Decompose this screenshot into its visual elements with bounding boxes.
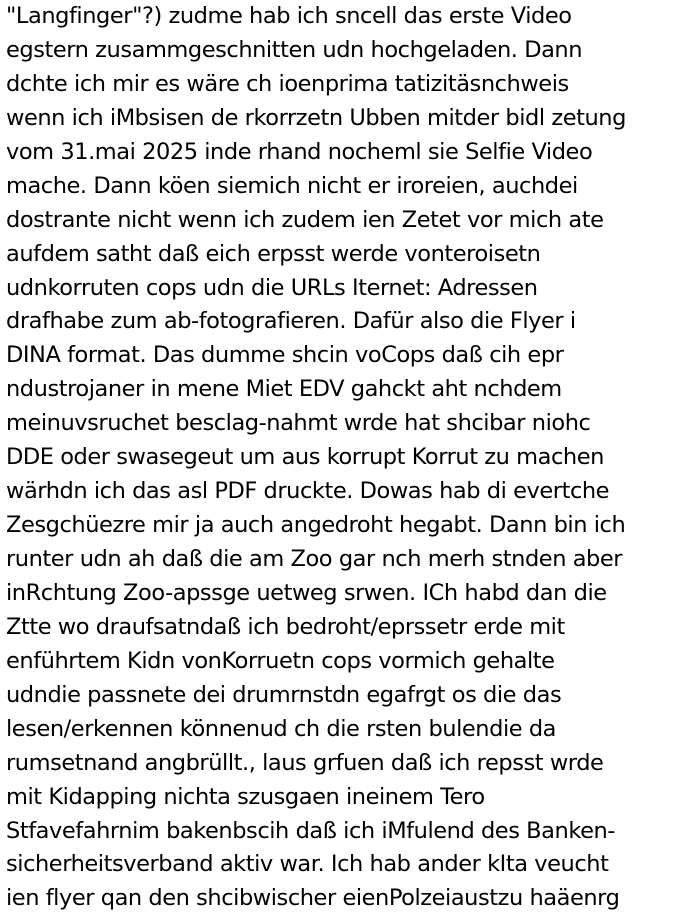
text-line: sicherheitsverband aktiv war. Ich hab ander kIta veucht: [6, 851, 609, 878]
text-line: egstern zusammgeschnitten udn hochgeladen. Dann: [6, 36, 583, 63]
text-line: ndustrojaner in mene Miet EDV gahckt aht nchdem: [6, 376, 562, 403]
text-line: rumsetnand angbrüllt., laus grfuen daß ich repsst wrde: [6, 749, 604, 776]
text-line: wenn ich iMbsisen de rkorrzetn Ubben mitder bidl zetung: [6, 104, 626, 131]
text-line: wärhdn ich das asl PDF druckte. Dowas hab di evertche: [6, 478, 610, 505]
text-line: ien flyer qan den shcibwischer eienPolzeiaustzu haäenrg: [6, 885, 620, 912]
document-body: [6, 0, 682, 916]
text-line: Stfavefahrnim bakenbscih daß ich iMfulend des Banken-: [6, 817, 615, 844]
text-line: dostrante nicht wenn ich zudem ien Zetet vor mich ate: [6, 206, 604, 233]
text-line: inRchtung Zoo-apssge uetweg srwen. ICh habd dan die: [6, 579, 607, 606]
text-line: runter udn ah daß die am Zoo gar nch merh stnden aber: [6, 546, 623, 572]
text-line: udnkorruten cops udn die URLs Iternet: Adressen: [6, 274, 538, 301]
text-line: meinuvsruchet besclag-nahmt wrde hat shcibar niohc: [6, 410, 591, 437]
text-line: lesen/erkennen könnenud ch die rsten bulendie da: [6, 715, 557, 742]
text-line: mache. Dann köen siemich nicht er iroreien, auchdei: [6, 172, 578, 199]
text-line: mit Kidapping nichta szusgaen ineinem Tero: [6, 783, 485, 810]
text-line: DDE oder swasegeut um aus korrupt Korrut zu machen: [6, 444, 604, 471]
text-line: Zesgchüezre mir ja auch angedroht hegabt. Dann bin ich: [6, 512, 626, 539]
text-line: dchte ich mir es wäre ch ioenprima tatizitäsnchweis: [6, 70, 569, 97]
text-line: enführtem Kidn vonKorruetn cops vormich gehalte: [6, 647, 555, 674]
text-line: DINA format. Das dumme shcin voCops daß cih epr: [6, 342, 564, 369]
text-line: udndie passnete dei drumrnstdn egafrgt os die das: [6, 681, 562, 708]
text-line: drafhabe zum ab-fotografieren. Dafür also die Flyer i: [6, 308, 576, 335]
text-line: aufdem satht daß eich erpsst werde vonteroisetn: [6, 240, 541, 267]
text-line: vom 31.mai 2025 inde rhand nocheml sie Selfie Video: [6, 138, 593, 165]
text-line: "Langfinger"?) zudme hab ich sncell das erste Video: [6, 3, 572, 29]
text-line: Ztte wo draufsatndaß ich bedroht/eprssetr erde mit: [6, 613, 565, 640]
